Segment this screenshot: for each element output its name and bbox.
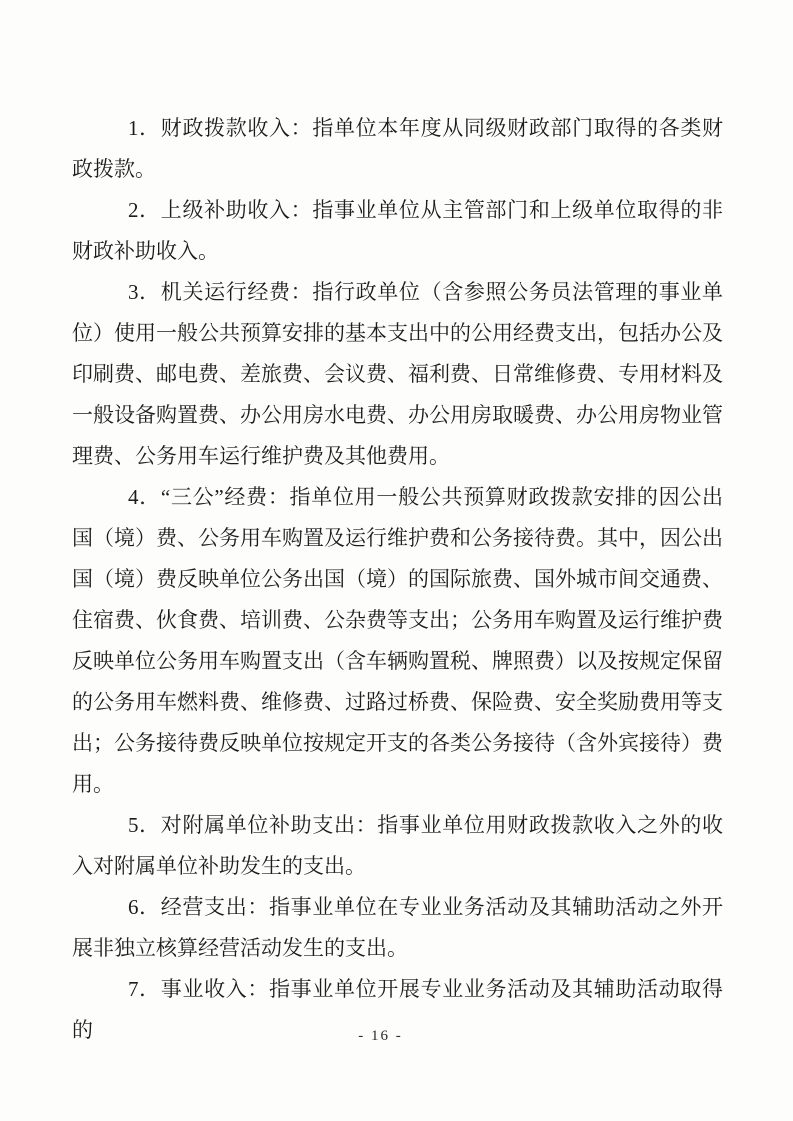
paragraph: 6．经营支出：指事业单位在专业业务活动及其辅助活动之外开展非独立核算经营活动发生的支出。 — [72, 895, 723, 960]
paragraph: 4．“三公”经费：指单位用一般公共预算财政拨款安排的因公出国（境）费、公务用车购置及运行维护费和公务接待费。其中，因公出国（境）费反映单位公务出国（境）的国际旅费、国外城市间交通费、住宿费、伙食费、培训费、公杂费等支出；公务用车购置及运行维护费反映单位公务用车购置支出（含车辆购置税、牌照费）以及按规定保留的公务用车燃料费、维修费、过路过桥费、保险费、安全奖励费用等支出；公务接待费反映单位按规定开支的各类公务接待（含外宾接待）费用。 — [72, 485, 723, 796]
document-body — [72, 108, 723, 1051]
paragraph: 3．机关运行经费：指行政单位（含参照公务员法管理的事业单位）使用一般公共预算安排的基本支出中的公用经费支出，包括办公及印刷费、邮电费、差旅费、会议费、福利费、日常维修费、专用材料及一般设备购置费、办公用房水电费、办公用房取暖费、办公用房物业管理费、公务用车运行维护费及其他费用。 — [72, 280, 723, 468]
paragraph: 5．对附属单位补助支出：指事业单位用财政拨款收入之外的收入对附属单位补助发生的支出。 — [72, 813, 723, 878]
paragraph: 2．上级补助收入：指事业单位从主管部门和上级单位取得的非财政补助收入。 — [72, 198, 723, 263]
page-number: - 16 - — [358, 1028, 403, 1044]
paragraph: 7．事业收入：指事业单位开展专业业务活动及其辅助活动取得的 — [72, 977, 723, 1042]
paragraph: 1．财政拨款收入：指单位本年度从同级财政部门取得的各类财政拨款。 — [72, 116, 723, 181]
